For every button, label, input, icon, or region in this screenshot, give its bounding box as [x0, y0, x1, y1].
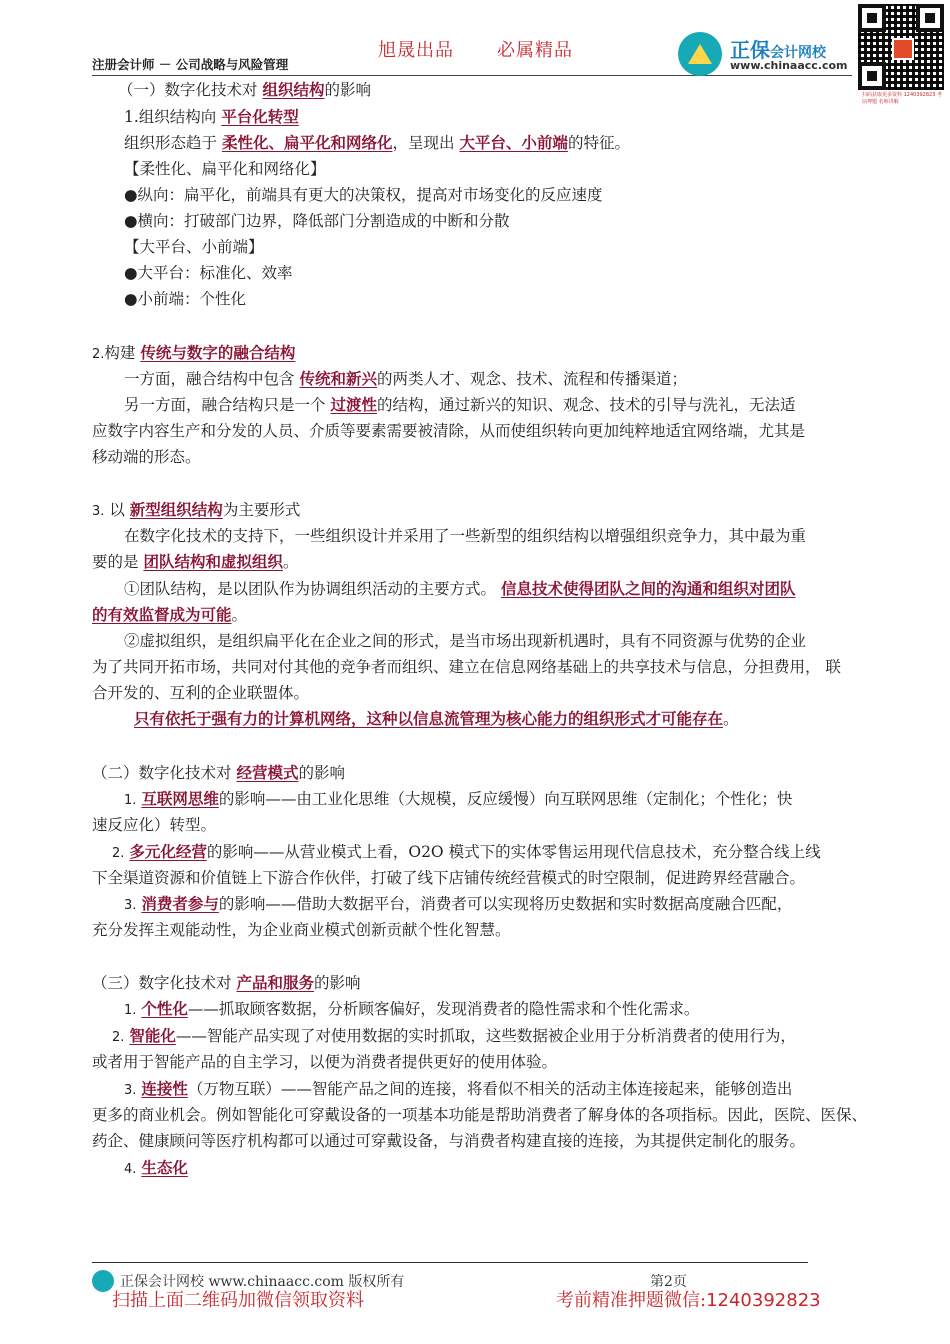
section-1-heading: （一）数字化技术对 组织结构的影响 [118, 80, 371, 99]
s3-item-2-line-2: 或者用于智能产品的自主学习，以便为消费者提供更好的使用体验。 [92, 1053, 558, 1071]
s1-item-3-para-1: 在数字化技术的支持下，一些组织设计并采用了一些新型的组织结构以增强组织竞争力，其中最为重 [124, 527, 807, 545]
s2-item-1-line-2: 速反应化）转型。 [92, 816, 217, 834]
logo-title-sub: 会计网校 [770, 45, 826, 61]
s1-item-3-para-2: ①团队结构，是以团队作为协调组织活动的主要方式。 信息技术使得团队之间的沟通和组织对团队 [124, 579, 796, 598]
s3-item-2: 2. 智能化——智能产品实现了对使用数据的实时抓取，这些数据被企业用于分析消费者的使用行为， [112, 1026, 796, 1045]
s1-item-2-para-2: 另一方面，融合结构只是一个 过渡性的结构，通过新兴的知识、观念、技术的引导与洗礼，无法适 [124, 395, 796, 414]
logo-mark-icon [678, 32, 722, 76]
s3-item-1: 1. 个性化——抓取顾客数据，分析顾客偏好，发现消费者的隐性需求和个性化需求。 [124, 999, 700, 1018]
s3-item-4: 4. 生态化 [124, 1158, 188, 1177]
s1-item-3-para-3-line-2: 为了共同开拓市场，共同对付其他的竞争者而组织、建立在信息网络基础上的共享技术与信息，分担费用， 联 [92, 658, 841, 676]
s2-item-1: 1. 互联网思维的影响——由工业化思维（大规模，反应缓慢）向互联网思维（定制化；个性化；快 [124, 789, 793, 808]
s2-item-3: 3. 消费者参与的影响——借助大数据平台，消费者可以实现将历史数据和实时数据高度融合匹配， [124, 894, 793, 913]
s1-bullet-3: ●大平台：标准化、效率 [124, 264, 293, 282]
s1-bullet-2: ●横向：打破部门边界，降低部门分割造成的中断和分散 [124, 212, 510, 230]
s2-item-2: 2. 多元化经营的影响——从营业模式上看，O2O 模式下的实体零售运用现代信息技术，充分整合线上线 [112, 842, 821, 861]
section-2-heading: （二）数字化技术对 经营模式的影响 [92, 763, 345, 782]
footer-copyright: 正保会计网校 www.chinaacc.com 版权所有 [120, 1274, 405, 1290]
s1-item-3-para-1-line-2: 要的是 团队结构和虚拟组织。 [92, 552, 299, 571]
s1-item-3-para-3-line-3: 合开发的、互利的企业联盟体。 [92, 684, 310, 702]
brand-logo[interactable] [678, 32, 858, 78]
s1-item-2-para-2-line-2: 应数字内容生产和分发的人员、介质等要素需要被清除，从而使组织转向更加纯粹地适宜网络端，尤其是 [92, 422, 806, 440]
slogan-right: 必属精品 [497, 40, 573, 61]
s1-item-1-para: 组织形态趋于 柔性化、扁平化和网络化，呈现出 大平台、小前端的特征。 [124, 133, 630, 152]
qr-center-badge-icon [892, 38, 914, 60]
logo-title: 正保 [730, 38, 770, 62]
s3-item-3-line-3: 药企、健康顾问等医疗机构都可以通过可穿戴设备，与消费者构建直接的连接，为其提供定制化的服务。 [92, 1132, 806, 1150]
s1-item-2-para-2-line-3: 移动端的形态。 [92, 448, 201, 466]
s1-item-3-heading: 3. 以 新型组织结构为主要形式 [92, 500, 301, 519]
s1-bullet-4: ●小前端：个性化 [124, 290, 247, 308]
subject-title: 注册会计师 － 公司战略与风险管理 [92, 57, 289, 72]
s3-item-3: 3. 连接性（万物互联）——智能产品之间的连接，将看似不相关的活动主体连接起来，能够创造出 [124, 1079, 793, 1098]
s1-item-2-heading: 2.构建 传统与数字的融合结构 [92, 343, 296, 362]
s2-item-3-line-2: 充分发挥主观能动性，为企业商业模式创新贡献个性化智慧。 [92, 921, 511, 939]
footer-promo-left: 扫描上面二维码加微信领取资料 [112, 1290, 364, 1311]
qr-code-icon [858, 4, 944, 90]
s1-item-3-para-2-line-2: 的有效监督成为可能。 [92, 605, 248, 624]
s1-item-3-para-4: 只有依托于强有力的计算机网络，这种以信息流管理为核心能力的组织形式才可能存在。 [134, 709, 739, 728]
footer-divider [92, 1262, 808, 1263]
s1-item-2-para-1: 一方面，融合结构中包含 传统和新兴的两类人才、观念、技术、流程和传播渠道； [124, 369, 687, 388]
s1-bracket-1: 【柔性化、扁平化和网络化】 [124, 160, 326, 178]
footer-logo-icon [92, 1270, 114, 1292]
s3-item-3-line-2: 更多的商业机会。例如智能化可穿戴设备的一项基本功能是帮助消费者了解身体的各项指标。因此，医院、医保、 [92, 1106, 868, 1124]
section-3-heading: （三）数字化技术对 产品和服务的影响 [92, 973, 361, 992]
footer-promo-right: 考前精准押题微信:1240392823 [556, 1290, 821, 1311]
slogan-left: 旭晟出品 [378, 40, 454, 61]
s1-item-3-para-3: ②虚拟组织，是组织扁平化在企业之间的形式，是当市场出现新机遇时，具有不同资源与优势的企业 [124, 632, 807, 650]
s2-item-2-line-2: 下全渠道资源和价值链上下游合作伙伴，打破了线下店铺传统经营模式的时空限制，促进跨界经营融合。 [92, 869, 806, 887]
s1-item-1-heading: 1.组织结构向 平台化转型 [124, 107, 299, 126]
qr-note: 扫码获取更多资料 1240392823 考前押题 名师讲解 [862, 92, 942, 105]
s1-bracket-2: 【大平台、小前端】 [124, 238, 264, 256]
page-number: 第2页 [650, 1274, 687, 1290]
logo-url: www.chinaacc.com [730, 59, 848, 72]
s1-bullet-1: ●纵向：扁平化，前端具有更大的决策权，提高对市场变化的反应速度 [124, 186, 603, 204]
